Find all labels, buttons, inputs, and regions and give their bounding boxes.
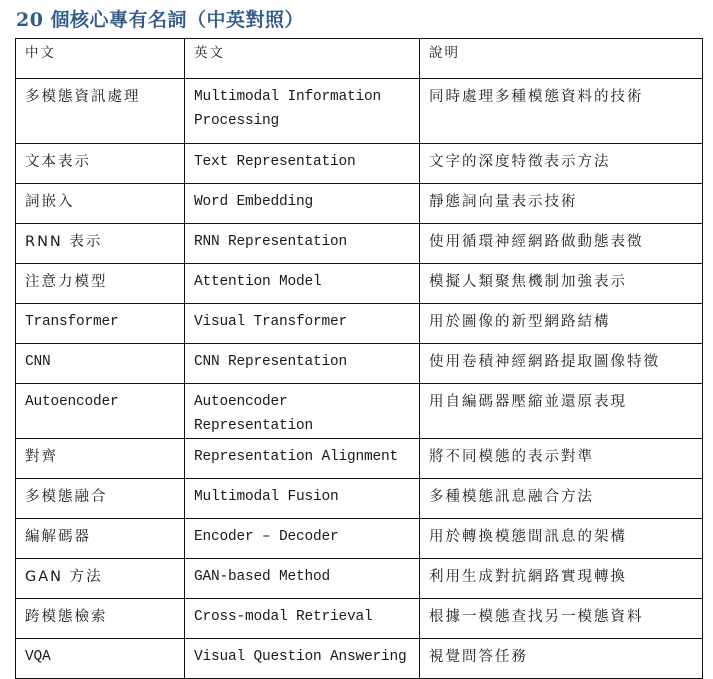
glossary-table [15, 38, 703, 679]
table-row [16, 559, 703, 599]
cell-description: 利用生成對抗網路實現轉換 [420, 559, 703, 599]
cell-english: Word Embedding [185, 184, 420, 224]
table-row [16, 384, 703, 439]
cell-description: 用於圖像的新型網路結構 [420, 304, 703, 344]
column-header-chinese: 中文 [16, 39, 185, 79]
cell-chinese: 詞嵌入 [16, 184, 185, 224]
cell-chinese: 多模態資訊處理 [16, 79, 185, 144]
table-row [16, 79, 703, 144]
cell-description: 將不同模態的表示對準 [420, 439, 703, 479]
column-header-english: 英文 [185, 39, 420, 79]
table-row [16, 264, 703, 304]
cell-english: Encoder – Decoder [185, 519, 420, 559]
table-row [16, 304, 703, 344]
cell-chinese: 多模態融合 [16, 479, 185, 519]
table-row [16, 519, 703, 559]
cell-description: 多種模態訊息融合方法 [420, 479, 703, 519]
cell-english: RNN Representation [185, 224, 420, 264]
cell-english: Visual Transformer [185, 304, 420, 344]
cell-english: Cross-modal Retrieval [185, 599, 420, 639]
cell-chinese: Autoencoder [16, 384, 185, 439]
cell-description: 文字的深度特徵表示方法 [420, 144, 703, 184]
cell-description: 根據一模態查找另一模態資料 [420, 599, 703, 639]
cell-chinese: 注意力模型 [16, 264, 185, 304]
table-header-row [16, 39, 703, 79]
cell-english: Visual Question Answering [185, 639, 420, 679]
table-row [16, 439, 703, 479]
column-header-description: 說明 [420, 39, 703, 79]
cell-english: GAN-based Method [185, 559, 420, 599]
table-row [16, 599, 703, 639]
cell-chinese: 對齊 [16, 439, 185, 479]
cell-english: Attention Model [185, 264, 420, 304]
table-row [16, 224, 703, 264]
cell-chinese: Transformer [16, 304, 185, 344]
cell-chinese: GAN 方法 [16, 559, 185, 599]
cell-english: Multimodal Fusion [185, 479, 420, 519]
table-row [16, 184, 703, 224]
cell-english: CNN Representation [185, 344, 420, 384]
table-row [16, 344, 703, 384]
cell-english: Autoencoder Representation [185, 384, 420, 439]
cell-english: Multimodal Information Processing [185, 79, 420, 144]
cell-description: 用於轉換模態間訊息的架構 [420, 519, 703, 559]
cell-chinese: 跨模態檢索 [16, 599, 185, 639]
cell-description: 視覺問答任務 [420, 639, 703, 679]
cell-chinese: CNN [16, 344, 185, 384]
cell-description: 靜態詞向量表示技術 [420, 184, 703, 224]
table-row [16, 479, 703, 519]
cell-chinese: 編解碼器 [16, 519, 185, 559]
cell-chinese: 文本表示 [16, 144, 185, 184]
cell-description: 用自編碼器壓縮並還原表現 [420, 384, 703, 439]
cell-chinese: VQA [16, 639, 185, 679]
cell-english: Text Representation [185, 144, 420, 184]
cell-chinese: RNN 表示 [16, 224, 185, 264]
cell-description: 同時處理多種模態資料的技術 [420, 79, 703, 144]
cell-description: 模擬人類聚焦機制加強表示 [420, 264, 703, 304]
document-title: 20 個核心專有名詞（中英對照） [16, 9, 305, 31]
table-row [16, 144, 703, 184]
cell-description: 使用循環神經網路做動態表徵 [420, 224, 703, 264]
table-row [16, 639, 703, 679]
cell-english: Representation Alignment [185, 439, 420, 479]
cell-description: 使用卷積神經網路提取圖像特徵 [420, 344, 703, 384]
